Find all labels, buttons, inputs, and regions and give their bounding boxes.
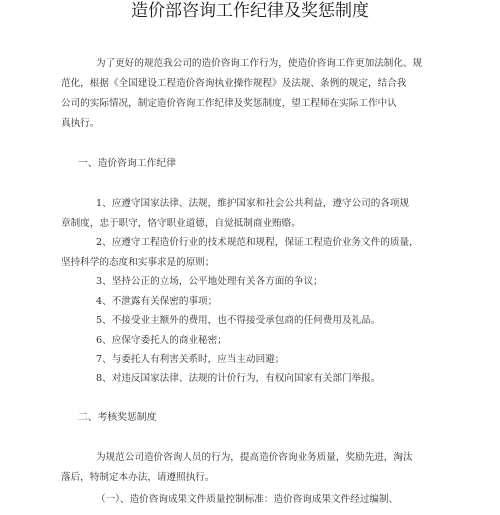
- section-2-line-2: 落后，特制定本办法，请遵照执行。: [61, 472, 215, 483]
- section-1-line-4: 坚持科学的态度和实事求是的原则；: [61, 257, 215, 268]
- section-1-line-2: 章制度，忠于职守，恪守职业道德，自觉抵制商业贿赂。: [61, 218, 301, 229]
- section-1-line-8: 6、应保守委托人的商业秘密；: [96, 335, 227, 346]
- document-title: 造价部咨询工作纪律及奖惩制度: [131, 1, 369, 21]
- intro-line-3: 公司的实际情况，制定造价咨询工作纪律及奖惩制度，望工程师在实际工作中认: [61, 98, 397, 109]
- section-2-sub-1: （一）、造价咨询成果文件质量控制标准：造价咨询成果文件经过编制、: [96, 494, 399, 505]
- section-1-line-9: 7、与委托人有利害关系时，应当主动回避；: [96, 354, 285, 365]
- intro-line-1: 为了更好的规范我公司的造价咨询工作行为，使造价咨询工作更加法制化、规: [96, 58, 423, 69]
- section-2-line-1: 为规范公司造价咨询人员的行为，提高造价咨询业务质量，奖励先进，淘汰: [96, 452, 413, 463]
- intro-line-4: 真执行。: [61, 118, 100, 129]
- section-1-line-5: 3、坚持公正的立场，公平地处理有关各方面的争议；: [96, 276, 323, 287]
- section-1-line-6: 4、不泄露有关保密的事项；: [96, 296, 218, 307]
- section-1-line-10: 8、对违反国家法律、法规的计价行为，有权向国家有关部门举报。: [96, 373, 381, 384]
- section-1-line-3: 2、应遵守工程造价行业的技术规范和规程，保证工程造价业务文件的质量，: [96, 237, 419, 248]
- section-1-line-1: 1、应遵守国家法律、法规，维护国家和社会公共利益，遵守公司的各项规: [96, 198, 410, 209]
- section-2-heading: 二、考核奖惩制度: [78, 412, 157, 423]
- section-1-line-7: 5、不接受业主额外的费用，也不得接受承包商的任何费用及礼品。: [96, 315, 381, 326]
- section-1-heading: 一、造价咨询工作纪律: [78, 158, 176, 169]
- intro-line-2: 范化，根据《全国建设工程造价咨询执业操作规程》及法规、条例的规定，结合我: [61, 78, 407, 89]
